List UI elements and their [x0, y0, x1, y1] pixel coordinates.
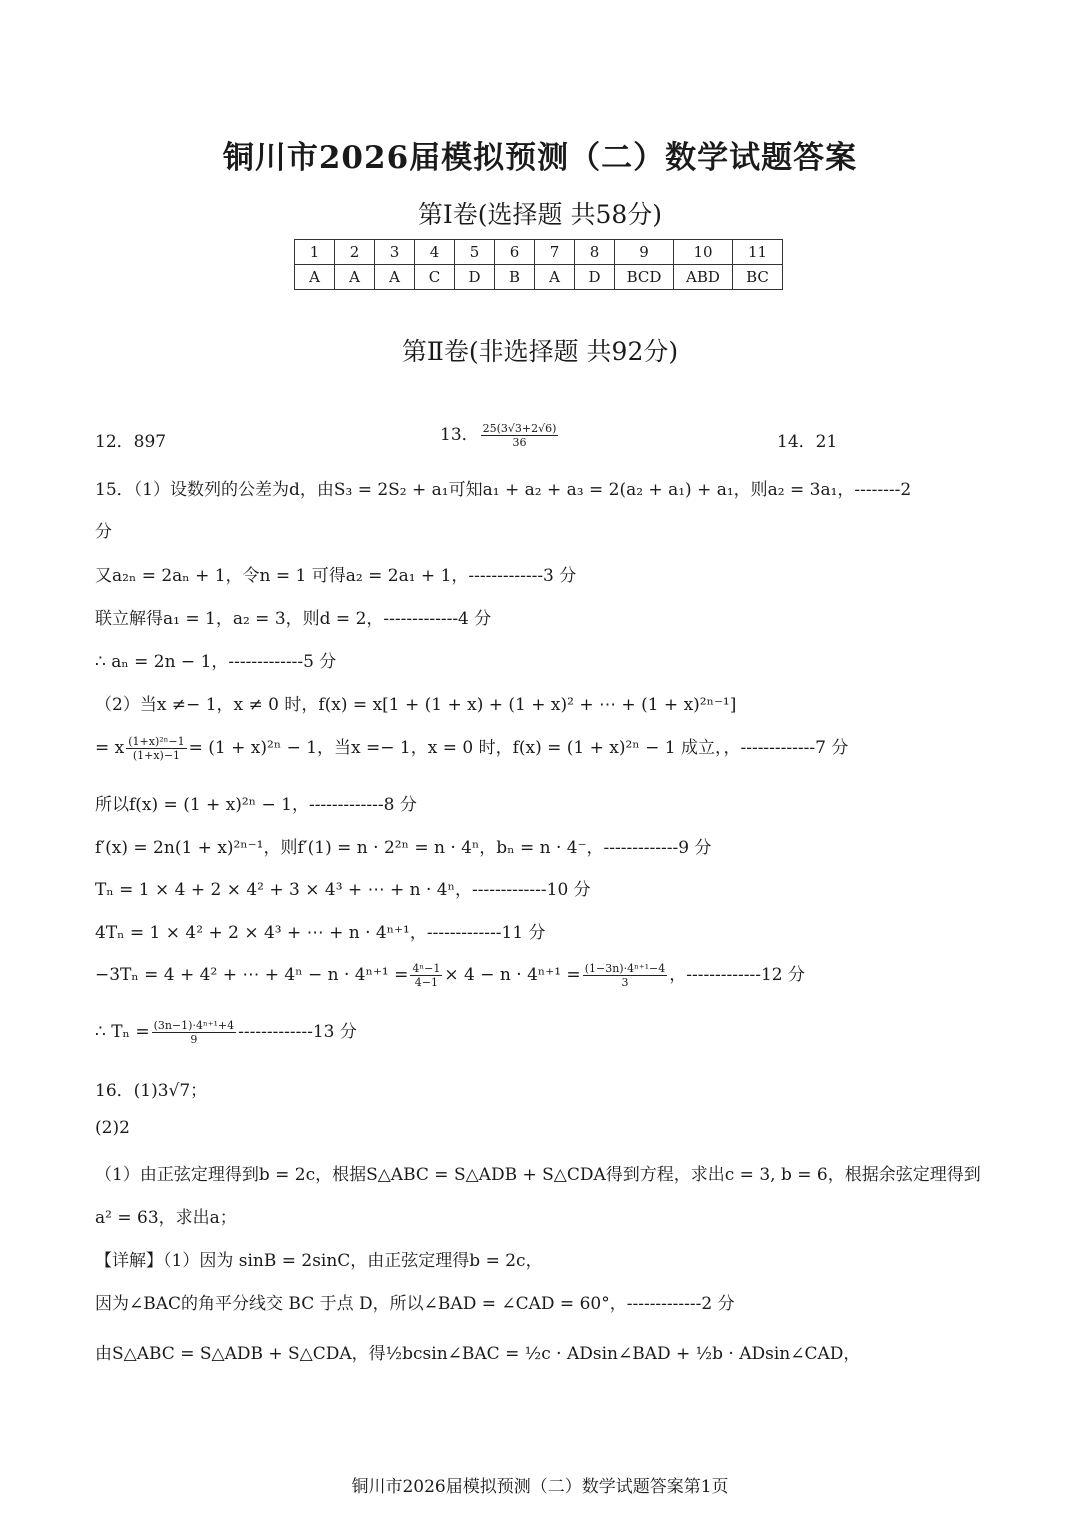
answer-13-fraction — [481, 422, 559, 449]
fraction-numerator: (1+x)²ⁿ−1 — [128, 735, 185, 748]
fraction-numerator: (3n−1)·4ⁿ⁺¹+4 — [153, 1019, 235, 1032]
q-number: 5 — [455, 240, 495, 265]
q15-line: 又a₂ₙ = 2aₙ + 1，令n = 1 可得a₂ = 2a₁ + 1，-------------3 分 — [95, 566, 577, 586]
q16-line: （1）由正弦定理得到b = 2c，根据S△ABC = S△ADB + S△CDA得到方程，求出c = 3, b = 6，根据余弦定理得到 — [95, 1165, 981, 1185]
math-text: = (1 + x)²ⁿ − 1，当x =− 1，x = 0 时，f(x) = (1 + x)²ⁿ − 1 成立，，-------------7 分 — [188, 738, 849, 758]
q-answer: B — [495, 265, 535, 290]
q15-line — [95, 733, 848, 762]
q15-line: （2）当x ≠− 1，x ≠ 0 时，f(x) = x[1 + (1 + x) + (1 + x)² + ⋯ + (1 + x)²ⁿ⁻¹] — [95, 695, 737, 715]
fraction — [410, 962, 442, 989]
fraction-denominator: 36 — [512, 436, 527, 449]
q16-line: 因为∠BAC的角平分线交 BC 于点 D，所以∠BAD = ∠CAD = 60°，-------------2 分 — [95, 1294, 735, 1314]
q15-line: f′(x) = 2n(1 + x)²ⁿ⁻¹，则f′(1) = n · 2²ⁿ = n · 4ⁿ，bₙ = n · 4⁻，-------------9 分 — [95, 838, 712, 858]
section-1-heading: 第Ⅰ卷(选择题 共58分) — [417, 200, 663, 229]
math-text: = x — [95, 738, 125, 758]
math-text: −3Tₙ = 4 + 4² + ⋯ + 4ⁿ − n · 4ⁿ⁺¹ = — [95, 965, 409, 985]
q15-line: 15．（1）设数列的公差为d，由S₃ = 2S₂ + a₁可知a₁ + a₂ + a₃ = 2(a₂ + a₁) + a₁，则a₂ = 3a₁，--------2 — [95, 480, 912, 500]
answer-table — [294, 239, 783, 290]
q16-line: 16．(1)3√7； — [95, 1081, 208, 1101]
q-number: 11 — [733, 240, 783, 265]
q-number: 8 — [575, 240, 615, 265]
fraction-denominator: (1+x)−1 — [132, 749, 181, 762]
q-answer: ABD — [674, 265, 733, 290]
q-number: 3 — [375, 240, 415, 265]
q15-line: Tₙ = 1 × 4 + 2 × 4² + 3 × 4³ + ⋯ + n · 4ⁿ，-------------10 分 — [95, 880, 591, 900]
q-number: 9 — [615, 240, 674, 265]
answer-13 — [440, 420, 560, 449]
fraction-denominator: 9 — [190, 1033, 198, 1046]
q-answer: A — [295, 265, 335, 290]
q15-line: ∴ aₙ = 2n − 1，-------------5 分 — [95, 652, 337, 672]
q-answer: A — [335, 265, 375, 290]
q15-line: 分 — [95, 522, 112, 542]
fraction-denominator: 4−1 — [414, 976, 438, 989]
q-answer: BCD — [615, 265, 674, 290]
fraction — [152, 1019, 237, 1046]
q16-line: a² = 63，求出a； — [95, 1208, 237, 1228]
q15-line — [95, 1017, 357, 1046]
q16-line: 【详解】（1）因为 sinB = 2sinC，由正弦定理得b = 2c， — [95, 1251, 543, 1271]
fraction — [583, 962, 668, 989]
page-title: 铜川市2026届模拟预测（二）数学试题答案 — [222, 140, 858, 176]
q-answer: BC — [733, 265, 783, 290]
q15-line: 联立解得a₁ = 1，a₂ = 3，则d = 2，-------------4 分 — [95, 609, 492, 629]
q16-line: (2)2 — [95, 1118, 130, 1138]
fraction-numerator: (1−3n)·4ⁿ⁺¹−4 — [584, 962, 666, 975]
answer-table-answer-row — [295, 265, 783, 290]
page-footer: 铜川市2026届模拟预测（二）数学试题答案第1页 — [351, 1477, 729, 1497]
answer-12: 12．897 — [95, 432, 167, 452]
q-answer: D — [455, 265, 495, 290]
fraction-numerator: 4ⁿ−1 — [412, 962, 441, 975]
fraction — [126, 735, 186, 762]
q15-line: 4Tₙ = 1 × 4² + 2 × 4³ + ⋯ + n · 4ⁿ⁺¹，-------------11 分 — [95, 923, 546, 943]
q-answer: C — [415, 265, 455, 290]
q-answer: A — [535, 265, 575, 290]
q16-line: 由S△ABC = S△ADB + S△CDA，得½bcsin∠BAC = ½c · ADsin∠BAD + ½b · ADsin∠CAD， — [95, 1344, 861, 1364]
math-text: ，-------------12 分 — [669, 965, 805, 985]
q-number: 4 — [415, 240, 455, 265]
fraction-numerator: 25(3√3+2√6) — [482, 422, 557, 435]
section-2-heading: 第Ⅱ卷(非选择题 共92分) — [401, 337, 679, 366]
answer-table-number-row — [295, 240, 783, 265]
q-number: 6 — [495, 240, 535, 265]
q-number: 1 — [295, 240, 335, 265]
q15-line: 所以f(x) = (1 + x)²ⁿ − 1，-------------8 分 — [95, 795, 417, 815]
q-answer: A — [375, 265, 415, 290]
math-text: -------------13 分 — [238, 1022, 357, 1042]
q-number: 7 — [535, 240, 575, 265]
q15-line — [95, 960, 805, 989]
q-number: 10 — [674, 240, 733, 265]
answer-14: 14．21 — [777, 432, 838, 452]
answer-13-label: 13． — [440, 425, 479, 445]
q-number: 2 — [335, 240, 375, 265]
math-text: × 4 − n · 4ⁿ⁺¹ = — [444, 965, 581, 985]
math-text: ∴ Tₙ = — [95, 1022, 150, 1042]
q-answer: D — [575, 265, 615, 290]
fraction-denominator: 3 — [621, 976, 629, 989]
